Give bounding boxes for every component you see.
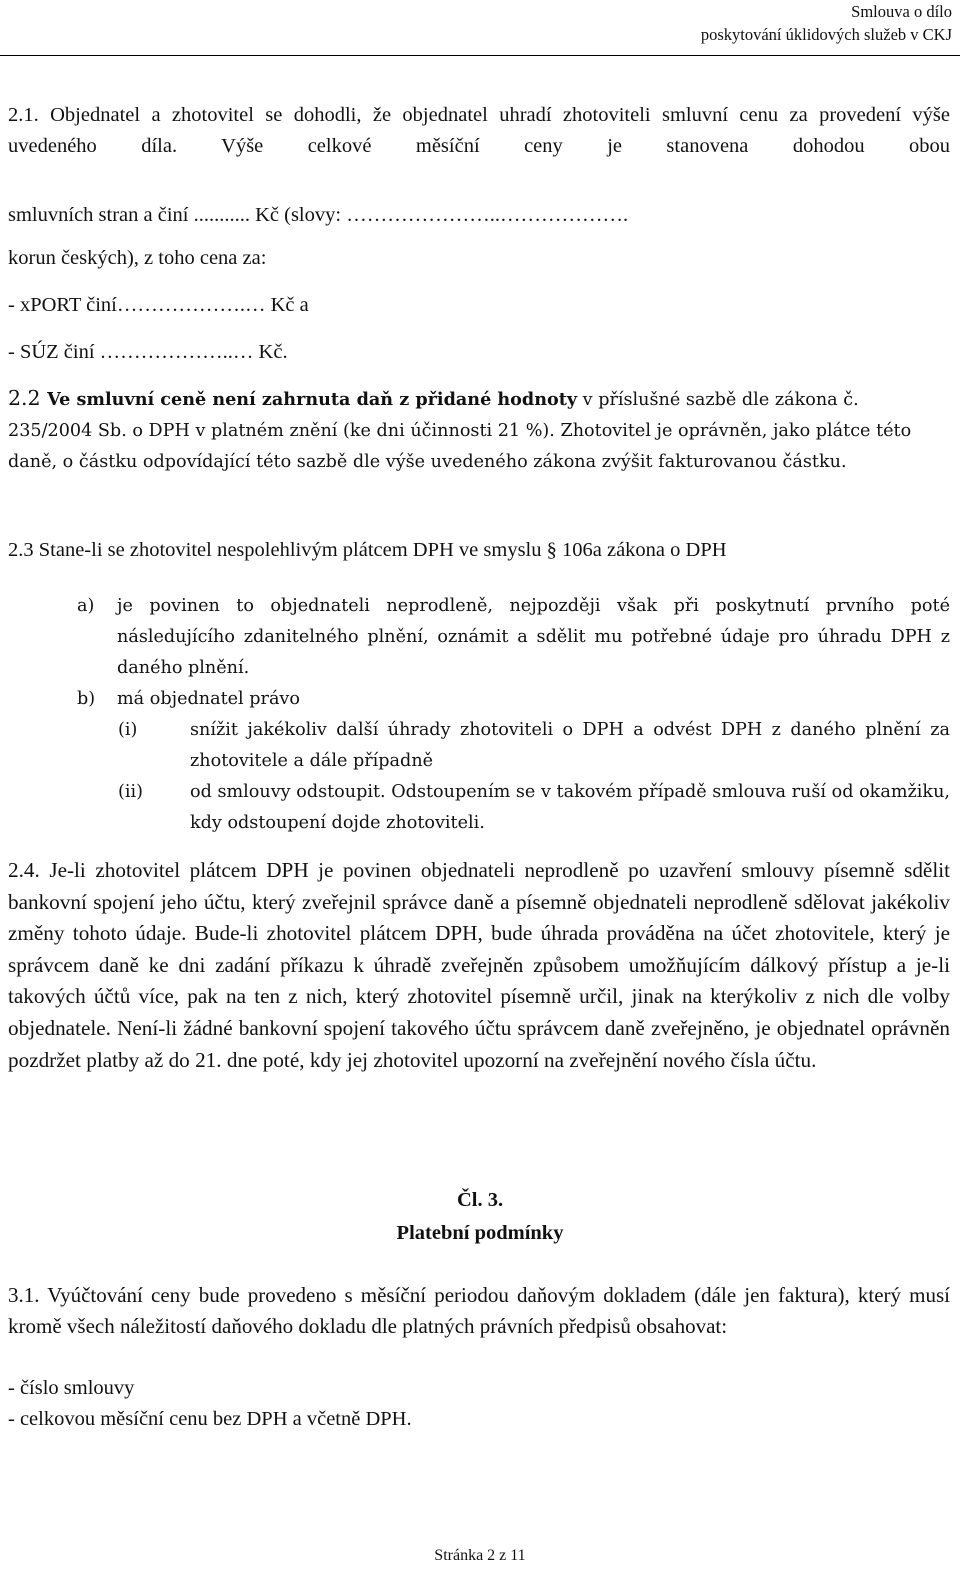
- page-number-footer: Stránka 2 z 11: [434, 1547, 526, 1564]
- subitem-i-marker: (i): [118, 720, 138, 740]
- clause-2-3-intro: 2.3 Stane-li se zhotovitel nespolehlivým plátcem DPH ve smyslu § 106a zákona o DPH: [8, 539, 727, 561]
- item-a-marker: a): [77, 596, 95, 616]
- clause-2-2-bold-statement: Ve smluvní ceně není zahrnuta daň z přidané hodnoty: [47, 389, 578, 410]
- header-subtitle: poskytování úklidových služeb v CKJ: [700, 25, 952, 44]
- subitem-ii-marker: (ii): [118, 782, 143, 802]
- header-title: Smlouva o dílo: [851, 2, 952, 21]
- clause-2-4-paragraph: 2.4. Je-li zhotovitel plátcem DPH je povinen objednateli neprodleně po uzavření smlouvy písemně sdělit bankovní spojení jeho účtu, který zveřejnil správce daně a písemně objednateli neprodleně sdělovat jakékoliv změny tohoto údaje. Bude-li zhotovitel plátcem DPH, bude úhrada prováděna na účet zhotovitele, který je správcem daně ke dni zadání příkazu k úhradě zveřejněn způsobem umožňujícím dálkový přístup a je-li takových účtů více, pak na ten z nich, který zhotovitel písemně určil, jinak na kterýkoliv z nich dle volby objednatele. Není-li žádné bankovní spojení takového účtu správcem daně zveřejněno, je objednatel oprávněn pozdržet platby až do 21. dne poté, kdy jej zhotovitel upozorní na zveřejnění nového čísla účtu.: [8, 858, 950, 1072]
- clause-2-1-price-line: smluvních stran a činí ........... Kč (slovy: …………………..……………….: [8, 204, 629, 226]
- clause-3-1-paragraph: 3.1. Vyúčtování ceny bude provedeno s měsíční periodou daňovým dokladem (dále jen faktura), který musí kromě všech náležitostí daňového dokladu dle platných právních předpisů obsahovat:: [8, 1283, 950, 1338]
- item-b-marker: b): [77, 689, 96, 709]
- item-b-text: má objednatel právo: [117, 689, 300, 709]
- clause-2-1-words-line: korun českých), z toho cena za:: [8, 247, 267, 269]
- subitem-ii-text: od smlouvy odstoupit. Odstoupením se v takovém případě smlouva ruší od okamžiku, kdy odstoupení dojde zhotoviteli.: [190, 782, 950, 833]
- clause-3-1-item-1: - číslo smlouvy: [8, 1377, 135, 1399]
- clause-2-2-paragraph: [8, 383, 948, 478]
- clause-2-2-text: v příslušné sazbě dle zákona č. 235/2004 Sb. o DPH v platném znění (ke dni účinnosti 21 %). Zhotovitel je oprávněn, jako plátce této daně, o částku odpovídající této sazbě dle výše uvedeného zákona zvýšit fakturovanou částku.: [8, 390, 912, 472]
- subitem-i-text: snížit jakékoliv další úhrady zhotoviteli o DPH a odvést DPH z daného plnění za zhotovitele a dále případně: [190, 720, 950, 771]
- item-a-text: je povinen to objednateli neprodleně, nejpozději však při poskytnutí prvního poté následujícího zdanitelného plnění, oznámit a sdělit mu potřebné údaje pro úhradu DPH z daného plnění.: [117, 596, 950, 678]
- clause-2-1-suz-line: - SÚZ činí ………………..… Kč.: [8, 341, 288, 363]
- article-number: Čl. 3.: [456, 1189, 504, 1211]
- clause-2-2-number: 2.2: [8, 386, 48, 410]
- running-header: [701, 0, 952, 46]
- header-divider: [0, 55, 960, 56]
- article-title: Platební podmínky: [396, 1222, 564, 1244]
- clause-2-1-xport-line: - xPORT činí……………….… Kč a: [8, 294, 309, 316]
- clause-2-1-paragraph: 2.1. Objednatel a zhotovitel se dohodli, že objednatel uhradí zhotoviteli smluvní cenu za provedení výše uvedeného díla. Výše celkové měsíční ceny je stanovena dohodou obou: [8, 104, 950, 157]
- clause-3-1-item-2: - celkovou měsíční cenu bez DPH a včetně DPH.: [8, 1408, 412, 1430]
